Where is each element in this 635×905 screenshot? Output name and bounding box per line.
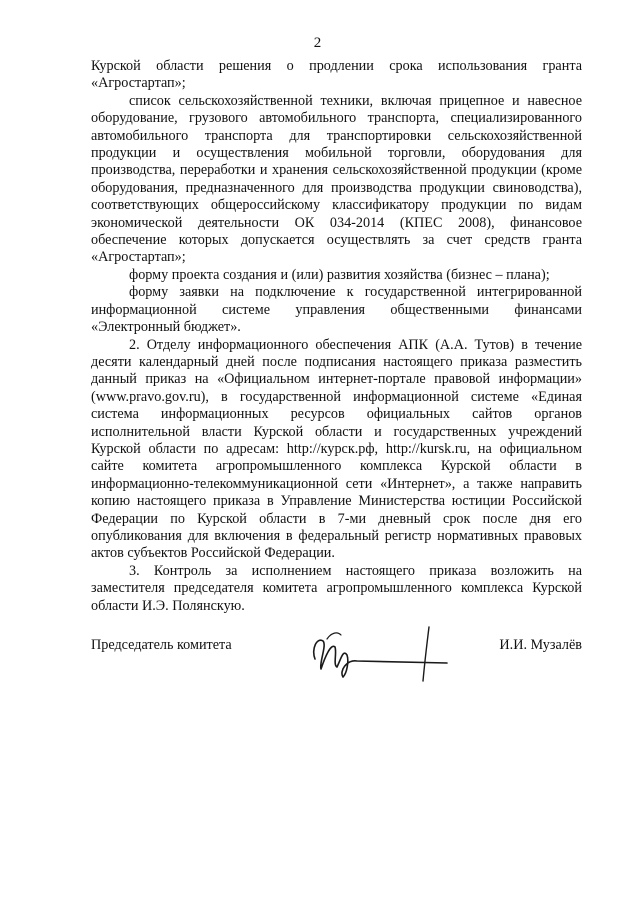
paragraph-item-3: 3. Контроль за исполнением настоящего приказа возложить на заместителя председателя комитета агропромышленного комплекса Курской области И.Э. Полянскую.	[91, 562, 582, 614]
signature-block	[91, 637, 582, 697]
paragraph-business-plan-form: форму проекта создания и (или) развития хозяйства (бизнес – плана);	[129, 266, 550, 283]
signatory-name: И.И. Музалёв	[499, 637, 582, 653]
paragraph-continuation: Курской области решения о продлении срока использования гранта «Агростартап»;	[91, 58, 582, 92]
paragraph-equipment-list: список сельскохозяйственной техники, включая прицепное и навесное оборудование, грузового автомобильного транспорта, специализированного автомобильного транспорта для транспортировки сельскохозяйственной продукции и осуществления мобильной торговли, оборудования для производства, переработки и хранения сельскохозяйственной продукции (кроме оборудования, предназначенного для производства продукции свиноводства), соответствующих общероссийскому классификатору продукции по видам экономической деятельности ОК 034-2014 (КПЕС 2008), финансовое обеспечение которых допускается осуществлять за счет средств гранта «Агростартап»;	[91, 92, 582, 266]
signatory-title: Председатель комитета	[91, 637, 232, 653]
handwritten-signature	[297, 619, 477, 689]
paragraph-item-2: 2. Отделу информационного обеспечения АПК (А.А. Тутов) в течение десяти календарный дней после подписания настоящего приказа разместить данный приказ на «Официальном интернет-портале правовой информации» (www.pravo.gov.ru), в государственной информационной системе «Единая система информационных ресурсов официальных сайтов органов исполнительной власти Курской области и государственных учреждений Курской области по адресам: http://курск.рф, http://kursk.ru, на официальном сайте комитета агропромышленного комплекса Курской области в информационно-телекоммуникационной сети «Интернет», а также направить копию настоящего приказа в Управление Министерства юстиции Российской Федерации по Курской области в 7-ми дневный срок после дня его опубликования для включения в федеральный регистр нормативных правовых актов субъектов Российской Федерации.	[91, 336, 582, 562]
paragraph-application-form: форму заявки на подключение к государственной интегрированной информационной системе управления общественными финансами «Электронный бюджет».	[91, 284, 582, 336]
document-body	[91, 58, 582, 615]
page-number: 2	[313, 35, 322, 51]
